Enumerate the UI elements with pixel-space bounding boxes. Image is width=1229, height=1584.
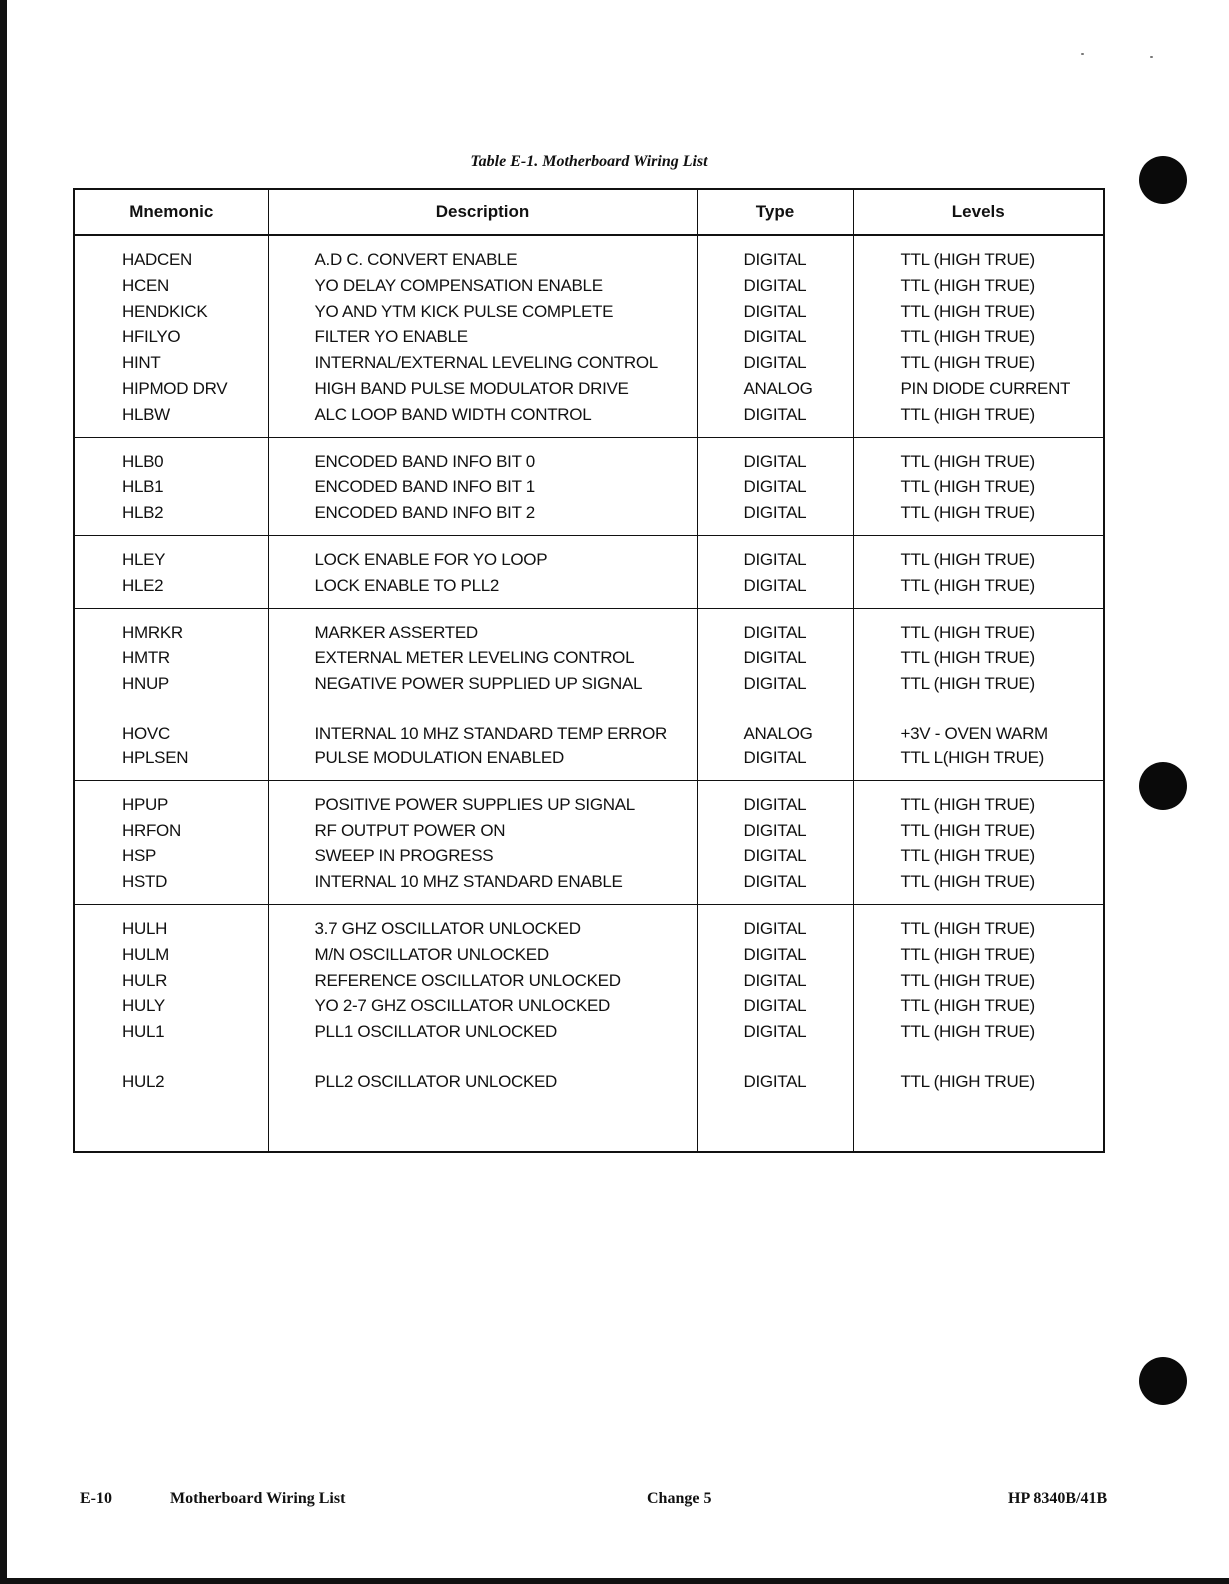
cell-description: 3.7 GHZ OSCILLATOR UNLOCKED: [268, 916, 697, 942]
cell-mnemonic: HPUP: [122, 794, 169, 814]
table-row: [74, 273, 1104, 299]
cell-type: DIGITAL: [697, 671, 853, 697]
cell-description: INTERNAL 10 MHZ STANDARD ENABLE: [268, 869, 697, 895]
scan-speck: [1081, 53, 1084, 55]
table-row: [74, 818, 1104, 844]
table-row: [74, 697, 1104, 745]
cell-mnemonic: HRFON: [122, 820, 181, 840]
table-row: [74, 671, 1104, 697]
cell-levels: TTL (HIGH TRUE): [853, 500, 1104, 526]
cell-description: HIGH BAND PULSE MODULATOR DRIVE: [268, 376, 697, 402]
cell-description: EXTERNAL METER LEVELING CONTROL: [268, 645, 697, 671]
cell-mnemonic: HENDKICK: [122, 301, 208, 321]
cell-description: MARKER ASSERTED: [268, 620, 697, 646]
cell-description: SWEEP IN PROGRESS: [268, 843, 697, 869]
cell-type: DIGITAL: [697, 745, 853, 771]
cell-description: YO DELAY COMPENSATION ENABLE: [268, 273, 697, 299]
cell-type: DIGITAL: [697, 474, 853, 500]
table-row: [74, 350, 1104, 376]
cell-levels: TTL (HIGH TRUE): [853, 968, 1104, 994]
cell-type: DIGITAL: [697, 449, 853, 475]
cell-type: DIGITAL: [697, 1045, 853, 1093]
cell-description: PLL1 OSCILLATOR UNLOCKED: [268, 1019, 697, 1045]
cell-levels: TTL (HIGH TRUE): [853, 671, 1104, 697]
cell-description: ENCODED BAND INFO BIT 2: [268, 500, 697, 526]
table-row: [74, 745, 1104, 771]
table-group: [74, 904, 1104, 1151]
cell-description: ENCODED BAND INFO BIT 0: [268, 449, 697, 475]
table-row: [74, 1019, 1104, 1045]
cell-type: DIGITAL: [697, 547, 853, 573]
cell-levels: TTL (HIGH TRUE): [853, 993, 1104, 1019]
cell-type: DIGITAL: [697, 792, 853, 818]
table-row: [74, 993, 1104, 1019]
cell-mnemonic: HSTD: [122, 872, 168, 892]
cell-description: ENCODED BAND INFO BIT 1: [268, 474, 697, 500]
cell-levels: TTL (HIGH TRUE): [853, 818, 1104, 844]
cell-mnemonic: HNUP: [122, 674, 169, 694]
cell-mnemonic: HPLSEN: [122, 747, 189, 767]
table-group: [74, 780, 1104, 904]
cell-mnemonic: HLB1: [122, 477, 164, 497]
cell-mnemonic: HULR: [122, 970, 168, 990]
table-row: [74, 843, 1104, 869]
cell-levels: TTL (HIGH TRUE): [853, 942, 1104, 968]
wiring-table: [73, 188, 1105, 1153]
cell-mnemonic: HIPMOD DRV: [122, 378, 228, 398]
cell-mnemonic: HUL1: [122, 1022, 165, 1042]
cell-description: LOCK ENABLE FOR YO LOOP: [268, 547, 697, 573]
table-row: [74, 324, 1104, 350]
cell-type: DIGITAL: [697, 993, 853, 1019]
cell-type: DIGITAL: [697, 869, 853, 895]
cell-levels: TTL (HIGH TRUE): [853, 402, 1104, 428]
binder-hole: [1139, 1357, 1187, 1405]
table-row: [74, 792, 1104, 818]
cell-description: NEGATIVE POWER SUPPLIED UP SIGNAL: [268, 671, 697, 697]
cell-type: DIGITAL: [697, 818, 853, 844]
table-row: [74, 869, 1104, 895]
cell-mnemonic: HULM: [122, 944, 169, 964]
cell-type: DIGITAL: [697, 645, 853, 671]
cell-levels: TTL (HIGH TRUE): [853, 792, 1104, 818]
cell-type: DIGITAL: [697, 843, 853, 869]
cell-description: M/N OSCILLATOR UNLOCKED: [268, 942, 697, 968]
footer-model: HP 8340B/41B: [1008, 1490, 1108, 1507]
cell-description: ALC LOOP BAND WIDTH CONTROL: [268, 402, 697, 428]
cell-mnemonic: HFILYO: [122, 327, 181, 347]
header-type: Type: [697, 189, 853, 235]
table-row: [74, 573, 1104, 599]
cell-levels: TTL (HIGH TRUE): [853, 474, 1104, 500]
cell-levels: TTL (HIGH TRUE): [853, 573, 1104, 599]
binder-hole: [1139, 762, 1187, 810]
cell-mnemonic: HLB2: [122, 503, 164, 523]
table-row: [74, 968, 1104, 994]
cell-levels: TTL L(HIGH TRUE): [853, 745, 1104, 771]
table-group: [74, 535, 1104, 608]
footer-change: Change 5: [647, 1490, 712, 1507]
cell-levels: TTL (HIGH TRUE): [853, 449, 1104, 475]
cell-levels: TTL (HIGH TRUE): [853, 247, 1104, 273]
cell-type: DIGITAL: [697, 968, 853, 994]
table-group: [74, 437, 1104, 535]
table-group: [74, 235, 1104, 437]
cell-mnemonic: HLBW: [122, 404, 170, 424]
cell-mnemonic: HINT: [122, 353, 161, 373]
scan-speck: [1150, 56, 1153, 58]
cell-type: DIGITAL: [697, 402, 853, 428]
cell-mnemonic: HUL2: [122, 1071, 165, 1091]
cell-levels: TTL (HIGH TRUE): [853, 324, 1104, 350]
cell-type: DIGITAL: [697, 273, 853, 299]
cell-mnemonic: HLE2: [122, 575, 164, 595]
page-left-edge: [0, 0, 7, 1584]
cell-type: DIGITAL: [697, 620, 853, 646]
cell-mnemonic: HADCEN: [122, 250, 192, 269]
cell-description: PLL2 OSCILLATOR UNLOCKED: [268, 1045, 697, 1093]
cell-levels: TTL (HIGH TRUE): [853, 299, 1104, 325]
cell-type: DIGITAL: [697, 942, 853, 968]
table-row: [74, 645, 1104, 671]
cell-type: DIGITAL: [697, 247, 853, 273]
cell-type: ANALOG: [697, 376, 853, 402]
cell-levels: +3V - OVEN WARM: [853, 697, 1104, 745]
cell-levels: TTL (HIGH TRUE): [853, 273, 1104, 299]
table-row: [74, 916, 1104, 942]
cell-type: DIGITAL: [697, 573, 853, 599]
cell-levels: TTL (HIGH TRUE): [853, 1045, 1104, 1093]
header-mnemonic: Mnemonic: [74, 189, 268, 235]
table-header-row: [74, 189, 1104, 235]
table-row: [74, 547, 1104, 573]
table-row: [74, 247, 1104, 273]
cell-type: DIGITAL: [697, 324, 853, 350]
table-row: [74, 402, 1104, 428]
cell-mnemonic: HULY: [122, 996, 165, 1016]
cell-description: INTERNAL 10 MHZ STANDARD TEMP ERROR: [268, 697, 697, 745]
header-description: Description: [268, 189, 697, 235]
cell-mnemonic: HLEY: [122, 549, 166, 569]
table-row: [74, 376, 1104, 402]
cell-description: POSITIVE POWER SUPPLIES UP SIGNAL: [268, 792, 697, 818]
cell-description: PULSE MODULATION ENABLED: [268, 745, 697, 771]
cell-mnemonic: HMRKR: [122, 622, 183, 642]
cell-type: DIGITAL: [697, 299, 853, 325]
cell-type: DIGITAL: [697, 500, 853, 526]
table-caption: Table E-1. Motherboard Wiring List: [470, 153, 708, 170]
footer-section: Motherboard Wiring List: [170, 1490, 346, 1507]
cell-description: FILTER YO ENABLE: [268, 324, 697, 350]
cell-levels: TTL (HIGH TRUE): [853, 547, 1104, 573]
cell-mnemonic: HCEN: [122, 275, 169, 295]
cell-levels: TTL (HIGH TRUE): [853, 1019, 1104, 1045]
cell-mnemonic: HMTR: [122, 648, 170, 668]
cell-description: YO AND YTM KICK PULSE COMPLETE: [268, 299, 697, 325]
table-row: [74, 474, 1104, 500]
table-row: [74, 620, 1104, 646]
cell-mnemonic: HULH: [122, 918, 168, 938]
cell-levels: TTL (HIGH TRUE): [853, 843, 1104, 869]
cell-description: YO 2-7 GHZ OSCILLATOR UNLOCKED: [268, 993, 697, 1019]
cell-description: REFERENCE OSCILLATOR UNLOCKED: [268, 968, 697, 994]
cell-mnemonic: HOVC: [122, 723, 170, 743]
table-row: [74, 449, 1104, 475]
header-levels: Levels: [853, 189, 1104, 235]
cell-levels: PIN DIODE CURRENT: [853, 376, 1104, 402]
cell-levels: TTL (HIGH TRUE): [853, 869, 1104, 895]
cell-levels: TTL (HIGH TRUE): [853, 916, 1104, 942]
cell-levels: TTL (HIGH TRUE): [853, 645, 1104, 671]
cell-levels: TTL (HIGH TRUE): [853, 350, 1104, 376]
footer-page-number: E-10: [80, 1490, 112, 1507]
table-row: [74, 1045, 1104, 1093]
cell-type: DIGITAL: [697, 916, 853, 942]
cell-type: ANALOG: [697, 697, 853, 745]
cell-description: A.D C. CONVERT ENABLE: [268, 247, 697, 273]
page-bottom-edge: [0, 1578, 1229, 1584]
table-row: [74, 942, 1104, 968]
cell-description: RF OUTPUT POWER ON: [268, 818, 697, 844]
cell-description: INTERNAL/EXTERNAL LEVELING CONTROL: [268, 350, 697, 376]
table-row: [74, 500, 1104, 526]
table-row: [74, 299, 1104, 325]
table-group: [74, 608, 1104, 780]
cell-description: LOCK ENABLE TO PLL2: [268, 573, 697, 599]
cell-mnemonic: HLB0: [122, 451, 164, 471]
cell-type: DIGITAL: [697, 350, 853, 376]
cell-levels: TTL (HIGH TRUE): [853, 620, 1104, 646]
cell-mnemonic: HSP: [122, 846, 157, 866]
cell-type: DIGITAL: [697, 1019, 853, 1045]
